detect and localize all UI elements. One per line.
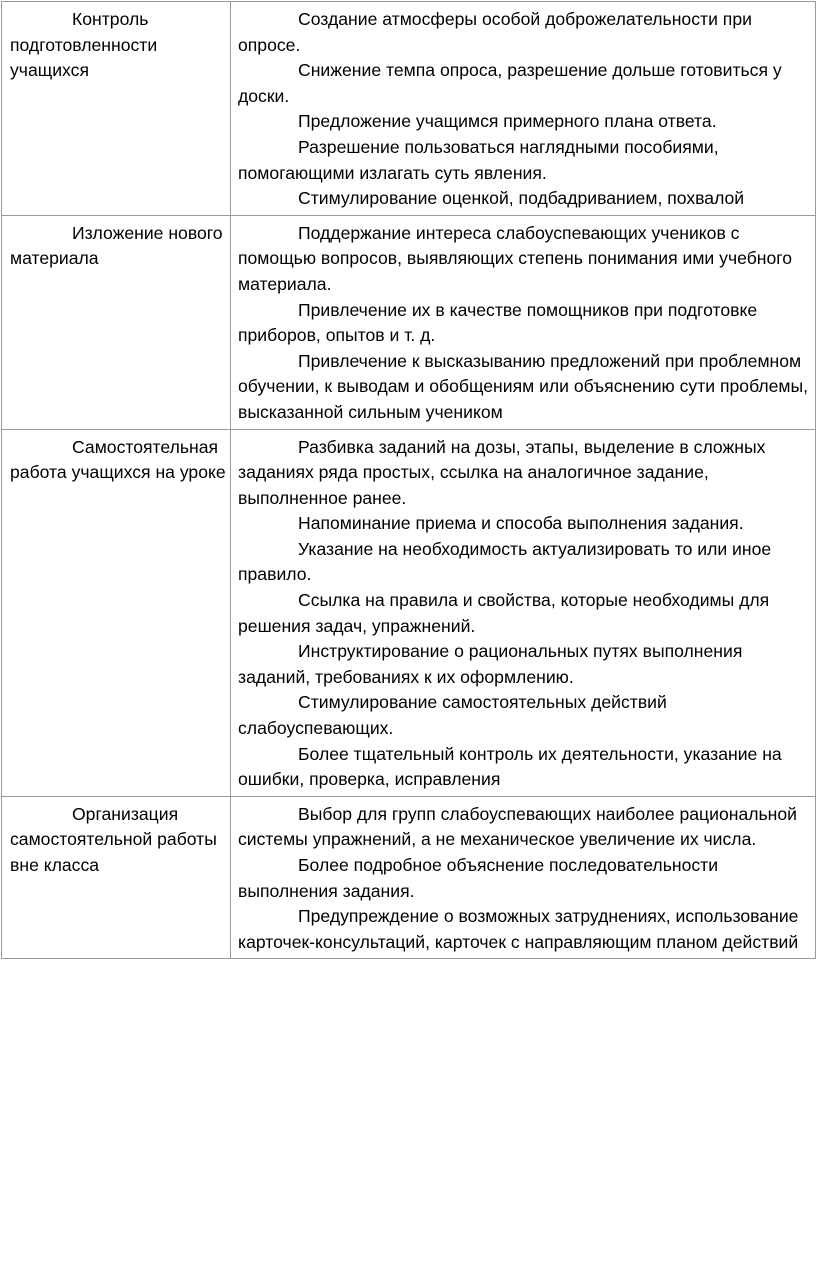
measure-paragraph: Стимулирование самостоятельных действий слабоуспевающих. (238, 692, 667, 739)
measure-paragraph: Выбор для групп слабоуспевающих наиболее рациональной системы упражнений, а не механическое увеличение их числа. (238, 803, 797, 850)
stage-cell (2, 215, 231, 429)
stage-label: Самостоятельная работа учащихся на уроке (10, 436, 226, 483)
measure-paragraph: Инструктирование о рациональных путях выполнения заданий, требованиях к их оформлению. (238, 641, 743, 687)
measure-paragraph: Напоминание приема и способа выполнения задания. (298, 513, 744, 534)
work-stages-table (1, 1, 816, 959)
stage-label: Организация самостоятельной работы вне класса (10, 803, 217, 875)
measure-paragraph: Предупреждение о возможных затруднениях, использование карточек-консультаций, карточек с направляющим планом действий (238, 906, 799, 952)
measure-paragraph: Создание атмосферы особой доброжелательности при опросе. (238, 9, 752, 55)
measure-paragraph: Привлечение их в качестве помощников при подготовке приборов, опытов и т. д. (238, 299, 758, 346)
measure-paragraph: Ссылка на правила и свойства, которые необходимы для решения задач, упражнений. (238, 590, 770, 636)
table-row (2, 429, 816, 796)
table-row (2, 2, 816, 216)
measures-cell (231, 796, 816, 959)
stage-cell (2, 796, 231, 959)
measure-paragraph: Разрешение пользоваться наглядными пособиями, помогающими излагать суть явления. (238, 136, 719, 183)
measure-paragraph: Снижение темпа опроса, разрешение дольше готовиться у доски. (238, 60, 782, 106)
stage-cell (2, 2, 231, 216)
measure-paragraph: Более подробное объяснение последовательности выполнения задания. (238, 855, 719, 901)
measure-paragraph: Привлечение к высказыванию предложений при проблемном обучении, к выводам и обобщениям или объяснению сути проблемы, высказанной сильным учеником (238, 350, 809, 422)
measure-paragraph: Указание на необходимость актуализировать то или иное правило. (238, 538, 772, 585)
measures-cell (231, 215, 816, 429)
stage-label: Контроль подготовленности учащихся (10, 9, 158, 81)
measure-paragraph: Стимулирование оценкой, подбадриванием, похвалой (298, 188, 745, 209)
table-row (2, 215, 816, 429)
measure-paragraph: Поддержание интереса слабоуспевающих учеников с помощью вопросов, выявляющих степень понимания ими учебного материала. (238, 222, 793, 294)
measures-cell (231, 429, 816, 796)
measures-cell (231, 2, 816, 216)
measure-paragraph: Более тщательный контроль их деятельности, указание на ошибки, проверка, исправления (238, 743, 782, 790)
measure-paragraph: Разбивка заданий на дозы, этапы, выделение в сложных заданиях ряда простых, ссылка на аналогичное задание, выполненное ранее. (238, 436, 766, 508)
measure-paragraph: Предложение учащимся примерного плана ответа. (298, 111, 717, 132)
stage-cell (2, 429, 231, 796)
stage-label: Изложение нового материала (10, 222, 223, 269)
table-row (2, 796, 816, 959)
